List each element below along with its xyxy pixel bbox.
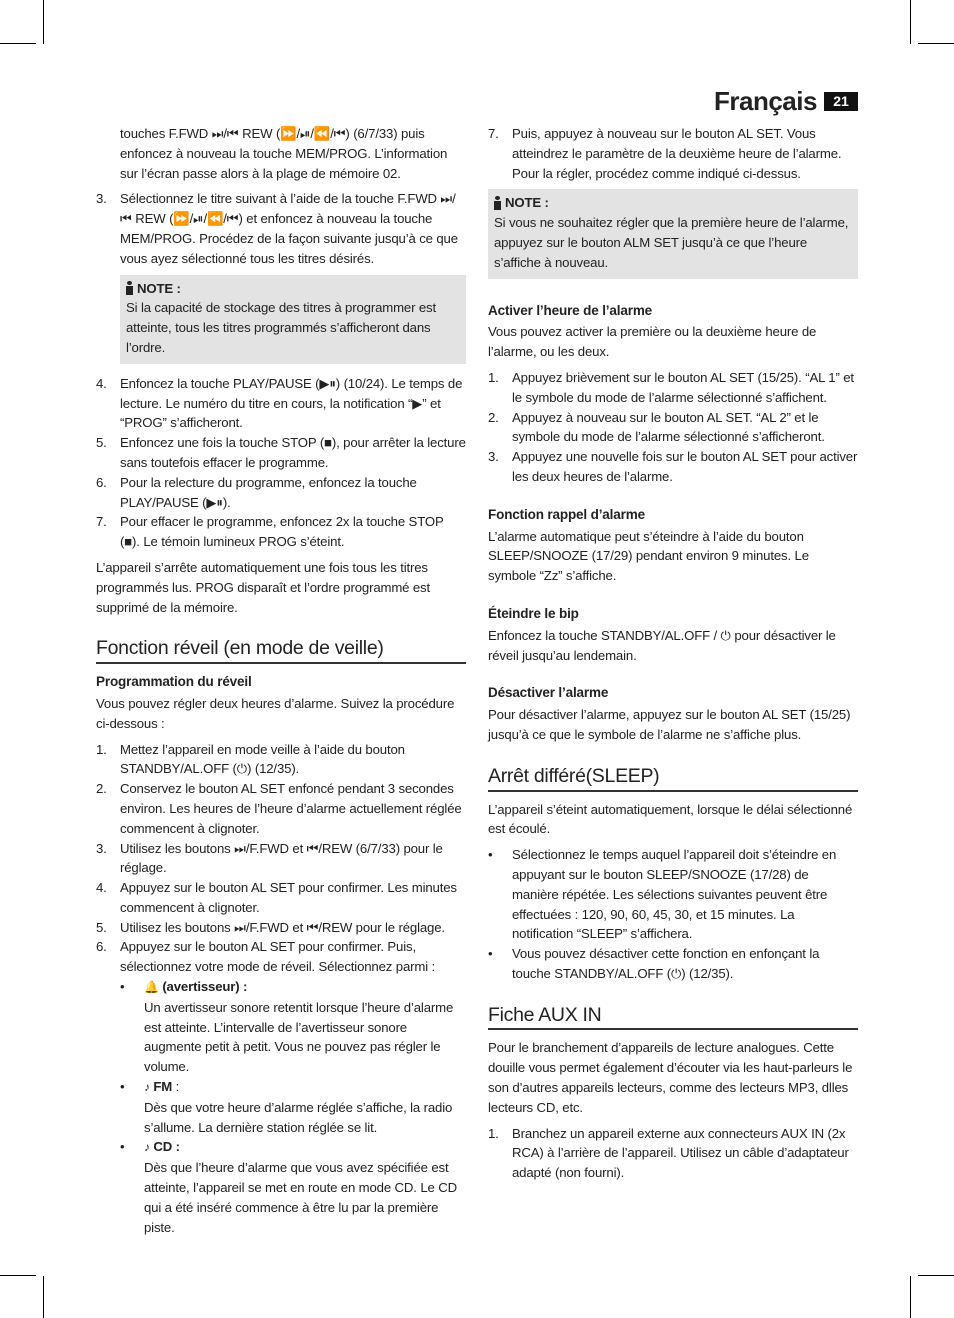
list-text: Conservez le bouton AL SET enfoncé pendant 3 secondes environ. Les heures de l’heure d’alarme actuellement réglée commencent à clignoter. (120, 781, 462, 836)
list-text: Utilisez les boutons ⏭/F.FWD et ⏮/REW pour le réglage. (120, 919, 445, 935)
list-text: Mettez l’appareil en mode veille à l’aide du bouton STANDBY/AL.OFF (⏻) (12/35). (120, 741, 405, 777)
info-icon (126, 281, 133, 295)
list-number: 1. (96, 741, 107, 757)
list-number: 2. (96, 781, 107, 797)
list-text: Enfoncez une fois la touche STOP (■), pour arrêter la lecture sans toutefois effacer le programme. (120, 435, 466, 470)
list-number: 3. (96, 191, 107, 207)
mode-label: FM (153, 1079, 173, 1095)
list-item (96, 512, 466, 552)
note-header (494, 193, 850, 213)
paragraph: L’appareil s’arrête automatiquement une fois tous les titres programmés lus. PROG disparaît et l’ordre programmé est supprimé de la mémoire. (96, 559, 431, 615)
list-item (96, 779, 466, 838)
list-item (96, 740, 466, 780)
list-text: Appuyez à nouveau sur le bouton AL SET. “AL 2” et le symbole du mode de l’alarme sélectionné s’afficheront. (512, 409, 825, 445)
paragraph: Vous pouvez activer la première ou la deuxième heure de l’alarme, ou les deux. (488, 324, 817, 360)
mode-item (96, 1137, 466, 1237)
bullet: • (120, 1139, 125, 1155)
crop-mark (910, 0, 911, 44)
page-number: 21 (824, 92, 858, 111)
note-box (488, 189, 858, 278)
section-heading: Fiche AUX IN (488, 1006, 858, 1031)
mode-item (96, 1077, 466, 1137)
subsection-heading: Activer l’heure de l’alarme (488, 302, 653, 318)
list-item (488, 408, 858, 448)
subsection-heading: Programmation du réveil (96, 674, 252, 690)
list-item (96, 839, 466, 879)
list-number: 5. (96, 435, 107, 451)
list-number: 3. (488, 449, 499, 465)
list-text: Sélectionnez le titre suivant à l’aide de la touche F.FWD ⏭/⏮ REW (⏩/⏯/⏪/⏮) et enfoncez à nouveau la touche MEM/PROG. Procédez de la façon suivante jusqu’à ce que vous ayez sélectionné tous les titres désirés. (120, 191, 458, 266)
list-text: Pour la relecture du programme, enfoncez la touche PLAY/PAUSE (▶⏸). (120, 474, 417, 510)
list-number: 4. (96, 880, 107, 896)
list-item (96, 374, 466, 433)
list-number: 7. (488, 126, 499, 141)
right-column (488, 124, 858, 1183)
paragraph: L’alarme automatique peut s’éteindre à l’aide du bouton SLEEP/SNOOZE (17/29) pendant environ 9 minutes. Le symbole “Zz” s’affiche. (488, 528, 809, 584)
list-item (96, 473, 466, 513)
crop-mark (0, 43, 36, 44)
section-heading: Arrêt différé(SLEEP) (488, 767, 858, 792)
note-header (126, 279, 458, 299)
mode-text: Un avertisseur sonore retentit lorsque l’heure d’alarme est atteinte. L’intervalle de l’avertisseur sonore augmente petit à petit. Vous ne pouvez pas régler le volume. (144, 999, 454, 1075)
bullet: • (488, 847, 493, 863)
mode-text: Dès que l’heure d’alarme que vous avez spécifiée est atteinte, l’appareil se met en route en mode CD. Le CD qui a été inséré commence à être lu par la première piste. (144, 1160, 457, 1235)
paragraph: Pour le branchement d’appareils de lecture analogues. Cette douille vous permet également d’écouter via les haut-parleurs le son d’autres appareils lecteurs, comme des lecteurs MP3, dlles lecteurs CD, etc. (488, 1040, 853, 1115)
buzzer-icon: 🔔 (144, 980, 159, 995)
list-item (96, 189, 466, 268)
paragraph: Pour désactiver l’alarme, appuyez sur le bouton AL SET (15/25) jusqu’à ce que le symbole de l’alarme ne s’affiche plus. (488, 707, 851, 742)
subsection-heading: Éteindre le bip (488, 605, 579, 621)
crop-mark (910, 1276, 911, 1318)
list-number: 5. (96, 919, 107, 935)
list-number: 4. (96, 375, 107, 391)
crop-mark (43, 1276, 44, 1318)
list-text: Appuyez sur le bouton AL SET pour confirmer. Puis, sélectionnez votre mode de réveil. Sélectionnez parmi : (120, 939, 436, 975)
list-text: Branchez un appareil externe aux connecteurs AUX IN (2x RCA) à l’arrière de l’appareil. Utilisez un câble d’adaptateur adapté (non fourni). (512, 1125, 849, 1181)
paragraph: L’appareil s’éteint automatiquement, lorsque le délai sélectionné est écoulé. (488, 801, 853, 837)
note-box (120, 275, 466, 364)
language-title: Français (714, 86, 817, 116)
list-text: Pour effacer le programme, enfoncez 2x la touche STOP (■). Le témoin lumineux PROG s’éteint. (120, 514, 444, 550)
mode-text: Dès que votre heure d’alarme réglée s’affiche, la radio s’allume. La dernière station réglée se lit. (144, 1099, 453, 1135)
bullet-text: Vous pouvez désactiver cette fonction en enfonçant la touche STANDBY/AL.OFF (⏻) (12/35). (512, 946, 820, 981)
bullet: • (488, 946, 493, 962)
list-item (96, 433, 466, 473)
bullet: • (120, 1079, 125, 1095)
note-title: NOTE : (137, 280, 181, 296)
crop-mark (43, 0, 44, 44)
list-text: Puis, appuyez à nouveau sur le bouton AL SET. Vous atteindrez le paramètre de la deuxième heure de l’alarme. Pour la régler, procédez comme indiqué ci-dessus. (512, 126, 842, 181)
bullet-item (488, 845, 858, 944)
intro-continuation: touches F.FWD ⏭/⏮ REW (⏩/⏯/⏪/⏮) (6/7/33) puis enfoncez à nouveau la touche MEM/PROG. L’information sur l’écran passe alors à la plage de mémoire 02. (120, 126, 448, 181)
paragraph: Vous pouvez régler deux heures d’alarme. Suivez la procédure ci-dessous : (96, 695, 455, 731)
bullet-item (488, 944, 858, 984)
list-item (96, 937, 466, 977)
list-item (96, 918, 466, 938)
list-text: Utilisez les boutons ⏭/F.FWD et ⏮/REW (6/7/33) pour le réglage. (120, 840, 443, 876)
list-item (488, 447, 858, 487)
subsection-heading: Désactiver l’alarme (488, 685, 609, 701)
list-text: Appuyez sur le bouton AL SET pour confirmer. Les minutes commencent à clignoter. (120, 880, 457, 915)
crop-mark (0, 1275, 36, 1276)
list-number: 1. (488, 1125, 499, 1141)
section-heading: Fonction réveil (en mode de veille) (96, 639, 466, 664)
music-note-icon: ♪ (144, 1140, 150, 1155)
left-column (96, 124, 466, 1237)
crop-mark (918, 1275, 954, 1276)
list-text: Enfoncez la touche PLAY/PAUSE (▶⏸) (10/24). Le temps de lecture. Le numéro du titre en cours, la notification “▶” et “PROG” s’afficheront. (120, 375, 463, 431)
list-number: 7. (96, 514, 107, 530)
note-title: NOTE : (505, 195, 549, 211)
mode-item (96, 977, 466, 1077)
note-text: Si la capacité de stockage des titres à programmer est atteinte, tous les titres programmés s’afficheront dans l’ordre. (126, 300, 437, 355)
list-number: 1. (488, 369, 499, 385)
list-number: 6. (96, 939, 107, 955)
list-item (488, 124, 858, 183)
mode-label: (avertisseur) : (162, 979, 248, 995)
list-item (488, 1124, 858, 1183)
mode-label: CD : (153, 1139, 180, 1155)
note-text: Si vous ne souhaitez régler que la première heure de l’alarme, appuyez sur le bouton ALM SET jusqu’à ce que l’heure s’affiche à nouveau. (494, 215, 849, 270)
list-item (96, 878, 466, 918)
list-text: Appuyez une nouvelle fois sur le bouton AL SET pour activer les deux heures de l’alarme. (512, 449, 858, 484)
list-number: 6. (96, 474, 107, 490)
crop-mark (918, 43, 954, 44)
bullet-text: Sélectionnez le temps auquel l’appareil doit s’éteindre en appuyant sur le bouton SLEEP/SNOOZE (17/28) de manière répétée. Les sélections suivantes peuvent être effectuées : 120, 90, 60, 45, 30, et 15 minutes. La notification “SLEEP” s’affichera. (512, 847, 837, 942)
list-number: 3. (96, 840, 107, 856)
bullet: • (120, 979, 125, 995)
list-item (488, 368, 858, 408)
list-number: 2. (488, 409, 499, 425)
info-icon (494, 196, 501, 210)
list-text: Appuyez brièvement sur le bouton AL SET (15/25). “AL 1” et le symbole du mode de l’alarme sélectionné s’affichent. (512, 369, 854, 405)
subsection-heading: Fonction rappel d’alarme (488, 506, 645, 522)
music-note-icon: ♪ (144, 1080, 150, 1095)
mode-suffix: : (172, 1079, 180, 1095)
paragraph: Enfoncez la touche STANDBY/AL.OFF / ⏻ pour désactiver le réveil jusqu’au lendemain. (488, 627, 836, 663)
